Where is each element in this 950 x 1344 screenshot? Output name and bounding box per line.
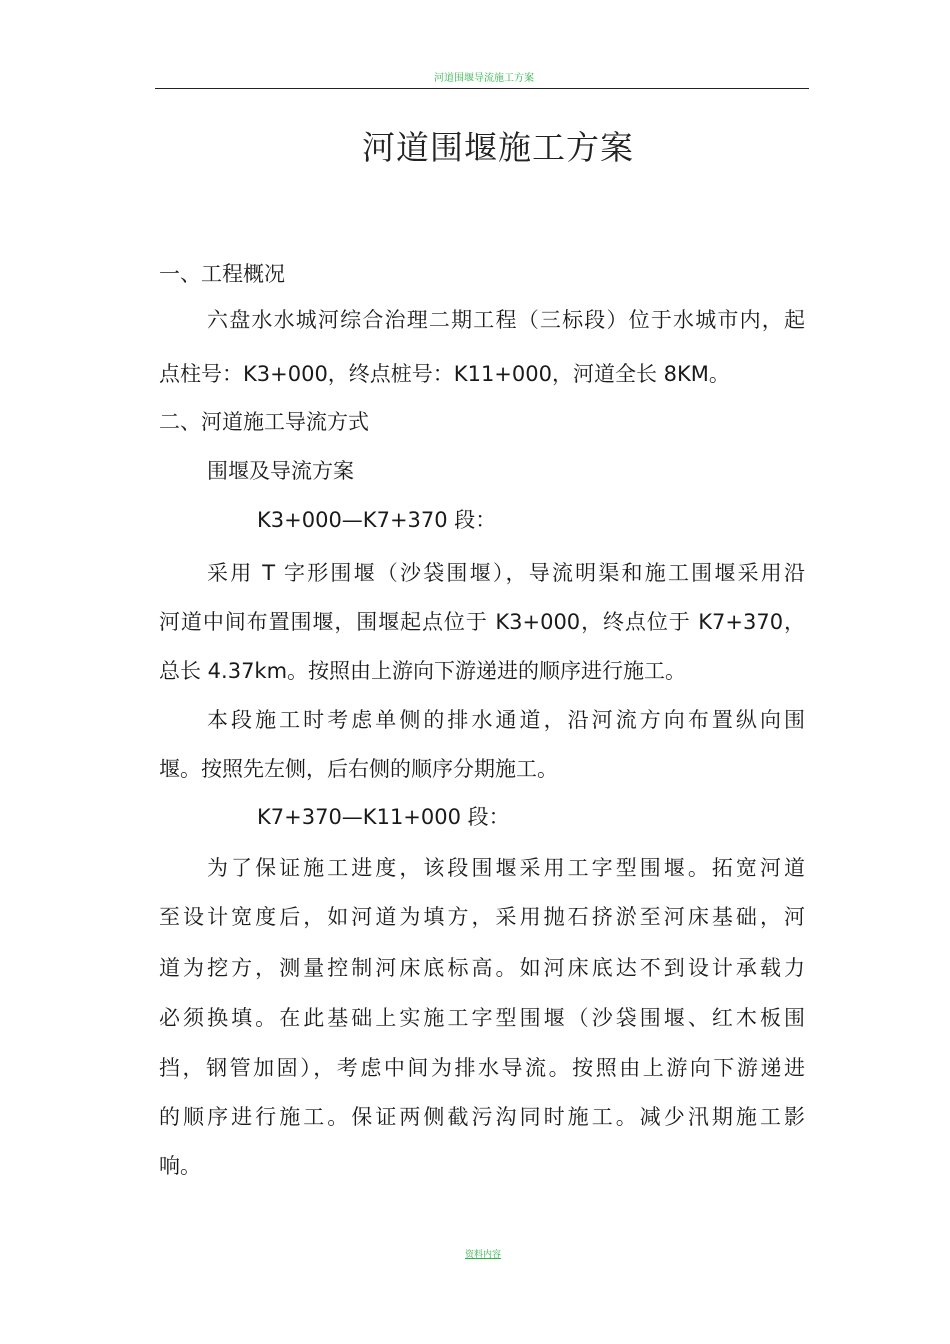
- paragraph-line: 六盘水水城河综合治理二期工程（三标段）位于水城市内，起: [207, 308, 805, 332]
- paragraph-line: 采用 T 字形围堰（沙袋围堰），导流明渠和施工围堰采用沿: [207, 561, 805, 585]
- paragraph-line: 为了保证施工进度，该段围堰采用工字型围堰。拓宽河道: [207, 856, 805, 880]
- segment-label: K3+000—K7+370 段：: [257, 508, 497, 532]
- paragraph-line: 至设计宽度后，如河道为填方，采用抛石挤淤至河床基础，河: [159, 905, 805, 929]
- paragraph-line: 本段施工时考虑单侧的排水通道，沿河流方向布置纵向围: [207, 708, 805, 732]
- page-header-text: 河道围堰导流施工方案: [434, 73, 534, 84]
- subheading: 围堰及导流方案: [207, 459, 354, 483]
- header-divider: [155, 88, 809, 89]
- document-title: 河道围堰施工方案: [362, 128, 634, 167]
- paragraph-line: 的顺序进行施工。保证两侧截污沟同时施工。减少汛期施工影: [159, 1105, 805, 1129]
- paragraph-line: 响。: [159, 1154, 201, 1178]
- segment-label: K7+370—K11+000 段：: [257, 805, 510, 829]
- paragraph-line: 挡，钢管加固），考虑中间为排水导流。按照由上游向下游递进: [159, 1056, 805, 1080]
- paragraph-line: 点柱号：K3+000，终点桩号：K11+000，河道全长 8KM。: [159, 362, 730, 386]
- paragraph-line: 总长 4.37km。按照由上游向下游递进的顺序进行施工。: [159, 659, 687, 683]
- paragraph-line: 必须换填。在此基础上实施工字型围堰（沙袋围堰、红木板围: [159, 1006, 805, 1030]
- paragraph-line: 堰。按照先左侧，后右侧的顺序分期施工。: [159, 757, 558, 781]
- page-footer-text: 资料内容: [464, 1250, 501, 1260]
- paragraph-line: 道为挖方，测量控制河床底标高。如河床底达不到设计承载力: [159, 956, 805, 980]
- paragraph-line: 河道中间布置围堰，围堰起点位于 K3+000，终点位于 K7+370，: [159, 610, 805, 634]
- section-2-heading: 二、河道施工导流方式: [159, 410, 369, 434]
- section-1-heading: 一、工程概况: [159, 262, 285, 286]
